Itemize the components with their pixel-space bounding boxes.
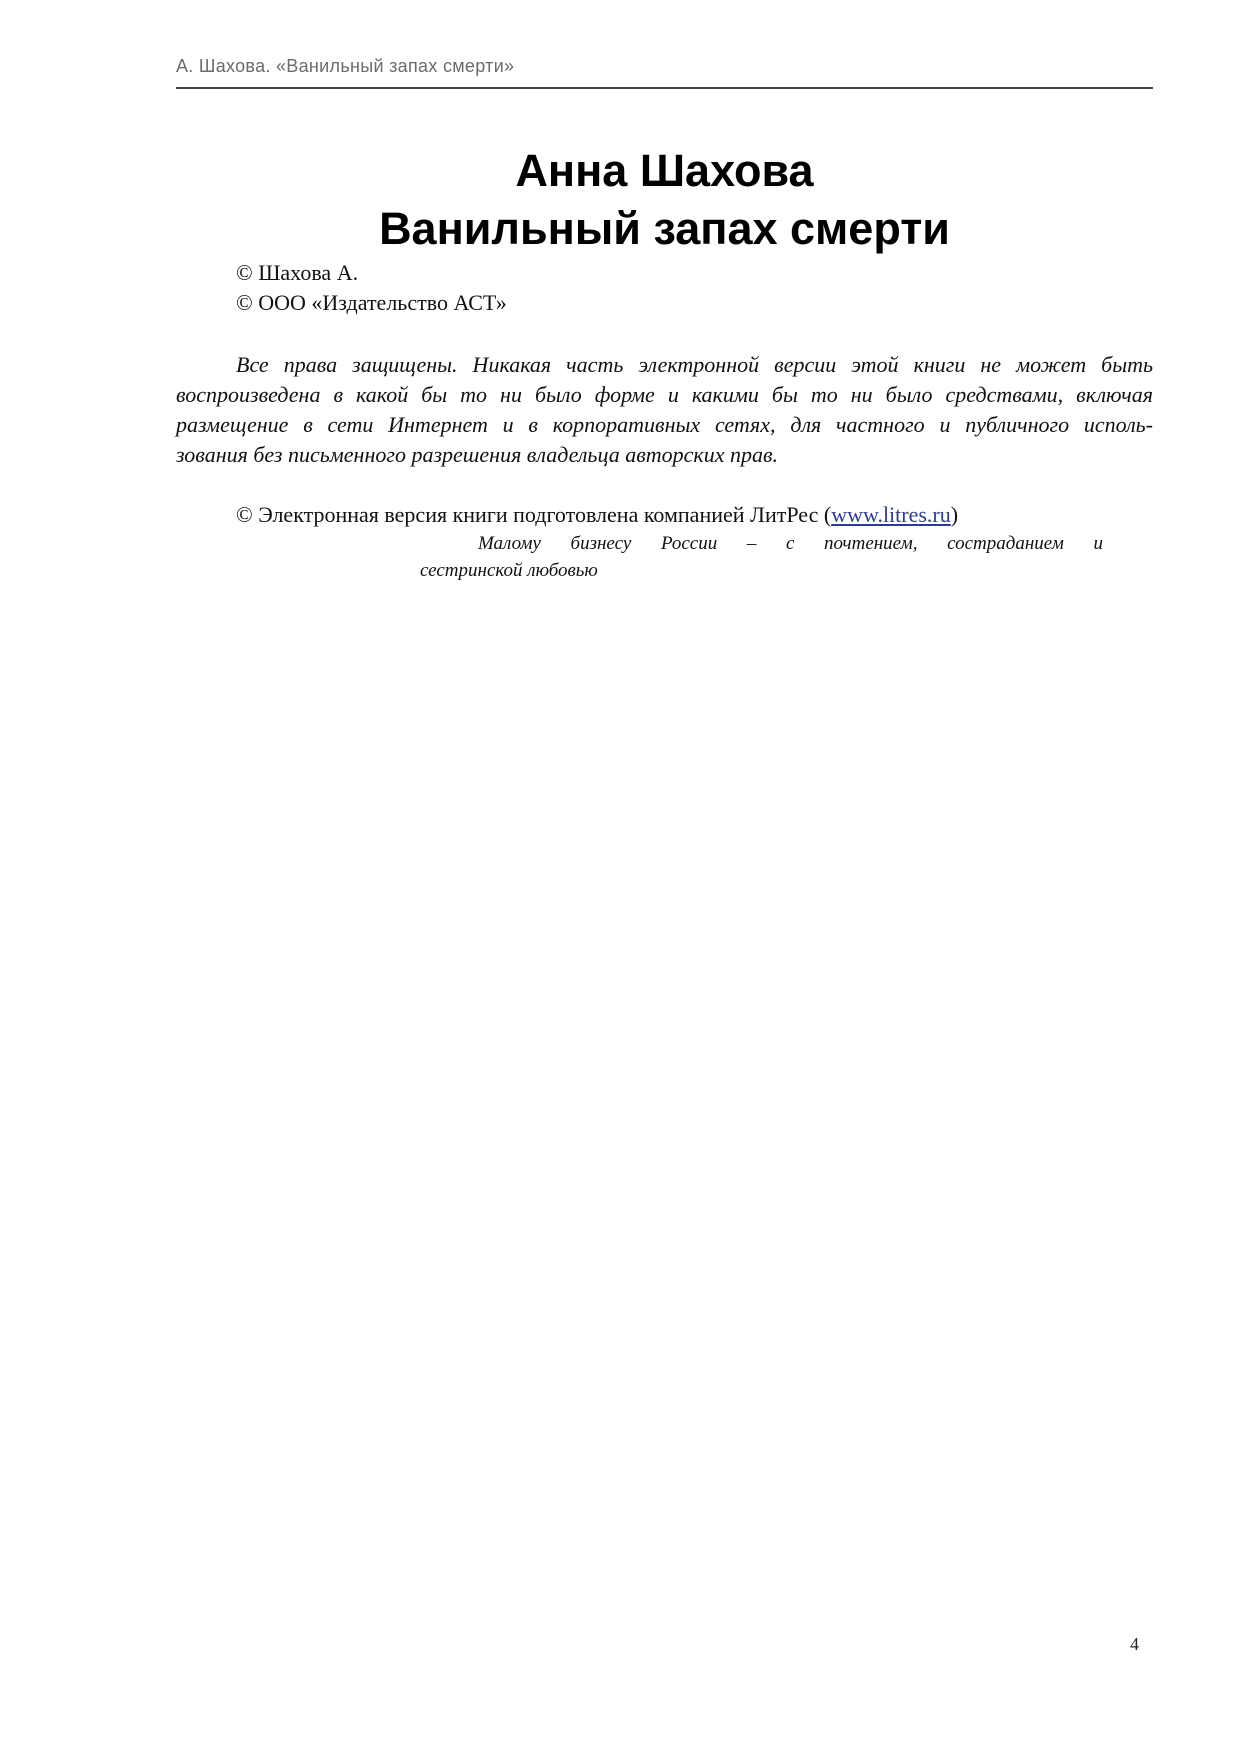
dedication-line: сестринской любовью (420, 560, 598, 581)
author-name: Анна Шахова (515, 145, 814, 196)
litres-notice (236, 500, 958, 530)
title-block (176, 142, 1153, 258)
copyright-author: © Шахова А. (236, 260, 359, 285)
page-number: 4 (1130, 1634, 1139, 1654)
copyright-publisher: © ООО «Издательство АСТ» (236, 290, 507, 315)
rights-line: зования без письменного разрешения владельца авторских прав. (176, 442, 779, 467)
running-header: А. Шахова. «Ванильный запах смерти» (176, 56, 515, 76)
rights-notice (176, 350, 1153, 470)
rights-line: размещение в сети Интернет и в корпоративных сетях, для частного и публичного исполь- (176, 412, 1153, 437)
rights-line: Все права защищены. Никакая часть электронной версии этой книги не может быть (236, 352, 1153, 377)
litres-link[interactable]: www.litres.ru (831, 502, 951, 527)
rights-line: воспроизведена в какой бы то ни было форме и какими бы то ни было средствами, включая (176, 382, 1153, 407)
dedication (420, 530, 1103, 584)
litres-suffix: ) (950, 502, 959, 527)
header-divider (176, 87, 1153, 89)
dedication-line: Малому бизнесу России – с почтением, состраданием и (478, 533, 1103, 554)
litres-prefix: © Электронная версия книги подготовлена компанией ЛитРес ( (236, 502, 832, 527)
book-title: Ванильный запах смерти (379, 203, 950, 254)
